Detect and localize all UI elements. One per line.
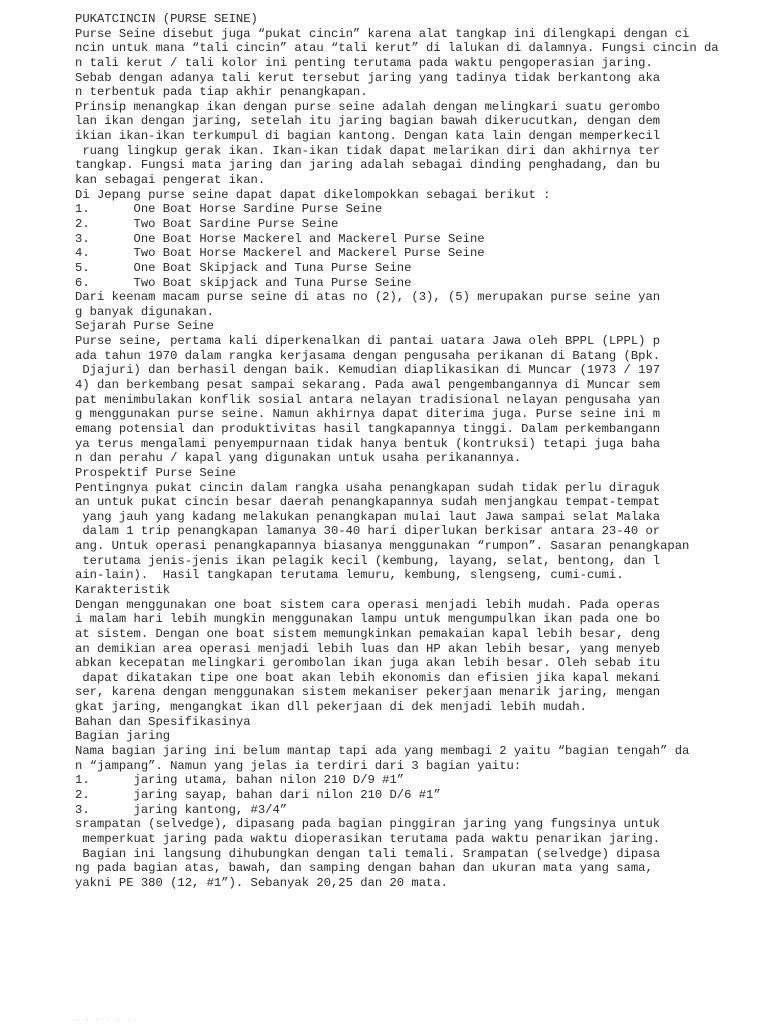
- text-line: Bagian jaring: [75, 729, 171, 744]
- text-line: ada tahun 1970 dalam rangka kerjasama dengan pengusaha perikanan di Batang (Bpk.: [75, 348, 661, 363]
- text-line: ruang lingkup gerak ikan. Ikan-ikan tidak dapat melarikan diri dan akhirnya ter: [75, 143, 661, 158]
- text-line: emang potensial dan produktivitas hasil tangkapannya tinggi. Dalam perkembangann: [75, 421, 661, 436]
- text-line: ser, karena dengan menggunakan sistem mekaniser pekerjaan menarik jaring, mengan: [75, 685, 661, 700]
- text-line: n dan perahu / kapal yang digunakan untuk usaha perikanannya.: [75, 451, 522, 466]
- text-line: 2. jaring sayap, bahan dari nilon 210 D/6 #1”: [75, 787, 441, 802]
- text-line: yakni PE 380 (12, #1”). Sebanyak 20,25 dan 20 mata.: [75, 875, 448, 890]
- text-line: 3. One Boat Horse Mackerel and Mackerel Purse Seine: [75, 231, 485, 246]
- text-line: dalam 1 trip penangkapan lamanya 30-40 hari diperlukan berkisar antara 23-40 or: [75, 524, 661, 539]
- text-line: lan ikan dengan jaring, setelah itu jaring bagian bawah dikerucutkan, dengan dem: [75, 114, 661, 129]
- text-line: pat menimbulakan konflik sosial antara nelayan tradisional nelayan pengusaha yan: [75, 392, 661, 407]
- text-line: Prospektif Purse Seine: [75, 465, 236, 480]
- text-line: an demikian area operasi menjadi lebih luas dan HP akan lebih besar, yang menyeb: [75, 641, 661, 656]
- text-line: n “jampang”. Namun yang jelas ia terdiri dari 3 bagian yaitu:: [75, 758, 522, 773]
- text-line: srampatan (selvedge), dipasang pada bagian pinggiran jaring yang fungsinya untuk: [75, 817, 661, 832]
- text-line: 4. Two Boat Horse Mackerel and Mackerel Purse Seine: [75, 246, 485, 261]
- text-line: Sejarah Purse Seine: [75, 319, 214, 334]
- text-line: 4) dan berkembang pesat sampai sekarang. Pada awal pengembangannya di Muncar sem: [75, 378, 661, 393]
- text-line: 5. One Boat Skipjack and Tuna Purse Seine: [75, 260, 412, 275]
- text-line: 1. One Boat Horse Sardine Purse Seine: [75, 202, 383, 217]
- text-line: Di Jepang purse seine dapat dapat dikelompokkan sebagai berikut :: [75, 187, 551, 202]
- document-text: [75, 12, 765, 890]
- text-line: n terbentuk pada tiap akhir penangkapan.: [75, 85, 368, 100]
- text-line: Purse seine, pertama kali diperkenalkan di pantai uatara Jawa oleh BPPL (LPPL) p: [75, 334, 661, 349]
- text-line: PUKATCINCIN (PURSE SEINE): [75, 12, 258, 26]
- text-line: Pentingnya pukat cincin dalam rangka usaha penangkapan sudah tidak perlu diraguk: [75, 480, 661, 495]
- text-line: Purse Seine disebut juga “pukat cincin” karena alat tangkap ini dilengkapi dengan ci: [75, 26, 690, 41]
- text-line: ain-lain). Hasil tangkapan terutama lemuru, kembung, slengseng, cumi-cumi.: [75, 568, 624, 583]
- text-line: g banyak digunakan.: [75, 304, 214, 319]
- text-line: Prinsip menangkap ikan dengan purse seine adalah dengan melingkari suatu gerombo: [75, 99, 661, 114]
- text-line: tangkap. Fungsi mata jaring dan jaring adalah sebagai dinding penghadang, dan bu: [75, 158, 661, 173]
- text-line: ya terus mengalami penyempurnaan tidak hanya bentuk (kontruksi) tetapi juga baha: [75, 436, 661, 451]
- text-line: yang jauh yang kadang melakukan penangkapan mulai laut Jawa sampai selat Malaka: [75, 509, 661, 524]
- text-line: kan sebagai pengerat ikan.: [75, 173, 266, 188]
- text-line: Bagian ini langsung dihubungkan dengan tali temali. Srampatan (selvedge) dipasa: [75, 846, 661, 861]
- text-line: gkat jaring, mengangkat ikan dll pekerjaan di dek menjadi lebih mudah.: [75, 700, 587, 715]
- text-line: Sebab dengan adanya tali kerut tersebut jaring yang tadinya tidak berkantong aka: [75, 70, 661, 85]
- text-line: Dengan menggunakan one boat sistem cara operasi menjadi lebih mudah. Pada operas: [75, 597, 661, 612]
- text-line: Dari keenam macam purse seine di atas no (2), (3), (5) merupakan purse seine yan: [75, 290, 661, 305]
- text-line: n tali kerut / tali kolor ini penting terutama pada waktu pengoperasian jaring.: [75, 55, 653, 70]
- text-line: Bahan dan Spesifikasinya: [75, 714, 251, 729]
- text-line: memperkuat jaring pada waktu dioperasikan terutama pada waktu penarikan jaring.: [75, 831, 661, 846]
- text-line: dapat dikatakan tipe one boat akan lebih ekonomis dan efisien jika kapal mekani: [75, 670, 661, 685]
- text-line: ncin untuk mana “tali cincin” atau “tali kerut” di lalukan di dalamnya. Fungsi cincin da: [75, 41, 719, 56]
- footer-faded-mark: ······: [75, 1016, 137, 1024]
- text-line: i malam hari lebih mungkin menggunakan lampu untuk mengumpulkan ikan pada one bo: [75, 612, 661, 627]
- text-line: ikian ikan-ikan terkumpul di bagian kantong. Dengan kata lain dengan memperkecil: [75, 129, 661, 144]
- text-line: 1. jaring utama, bahan nilon 210 D/9 #1”: [75, 773, 405, 788]
- text-line: Djajuri) dan berhasil dengan baik. Kemudian diaplikasikan di Muncar (1973 / 197: [75, 363, 661, 378]
- text-line: 6. Two Boat skipjack and Tuna Purse Seine: [75, 275, 412, 290]
- text-line: terutama jenis-jenis ikan pelagik kecil (kembung, layang, selat, bentong, dan l: [75, 553, 661, 568]
- text-line: abkan kecepatan melingkari gerombolan ikan juga akan lebih besar. Oleh sebab itu: [75, 656, 661, 671]
- text-line: 3. jaring kantong, #3/4”: [75, 802, 288, 817]
- text-line: 2. Two Boat Sardine Purse Seine: [75, 216, 339, 231]
- text-line: Nama bagian jaring ini belum mantap tapi ada yang membagi 2 yaitu “bagian tengah” da: [75, 744, 690, 759]
- text-line: Karakteristik: [75, 582, 171, 597]
- text-line: ng pada bagian atas, bawah, dan samping dengan bahan dan ukuran mata yang sama,: [75, 861, 653, 876]
- text-line: at sistem. Dengan one boat sistem memungkinkan pemakaian kapal lebih besar, deng: [75, 626, 661, 641]
- text-line: an untuk pukat cincin besar daerah penangkapannya sudah menjangkau tempat-tempat: [75, 495, 661, 510]
- text-line: ang. Untuk operasi penangkapannya biasanya menggunakan “rumpon”. Sasaran penangkapan: [75, 539, 690, 554]
- text-line: g menggunakan purse seine. Namun akhirnya dapat diterima juga. Purse seine ini m: [75, 407, 661, 422]
